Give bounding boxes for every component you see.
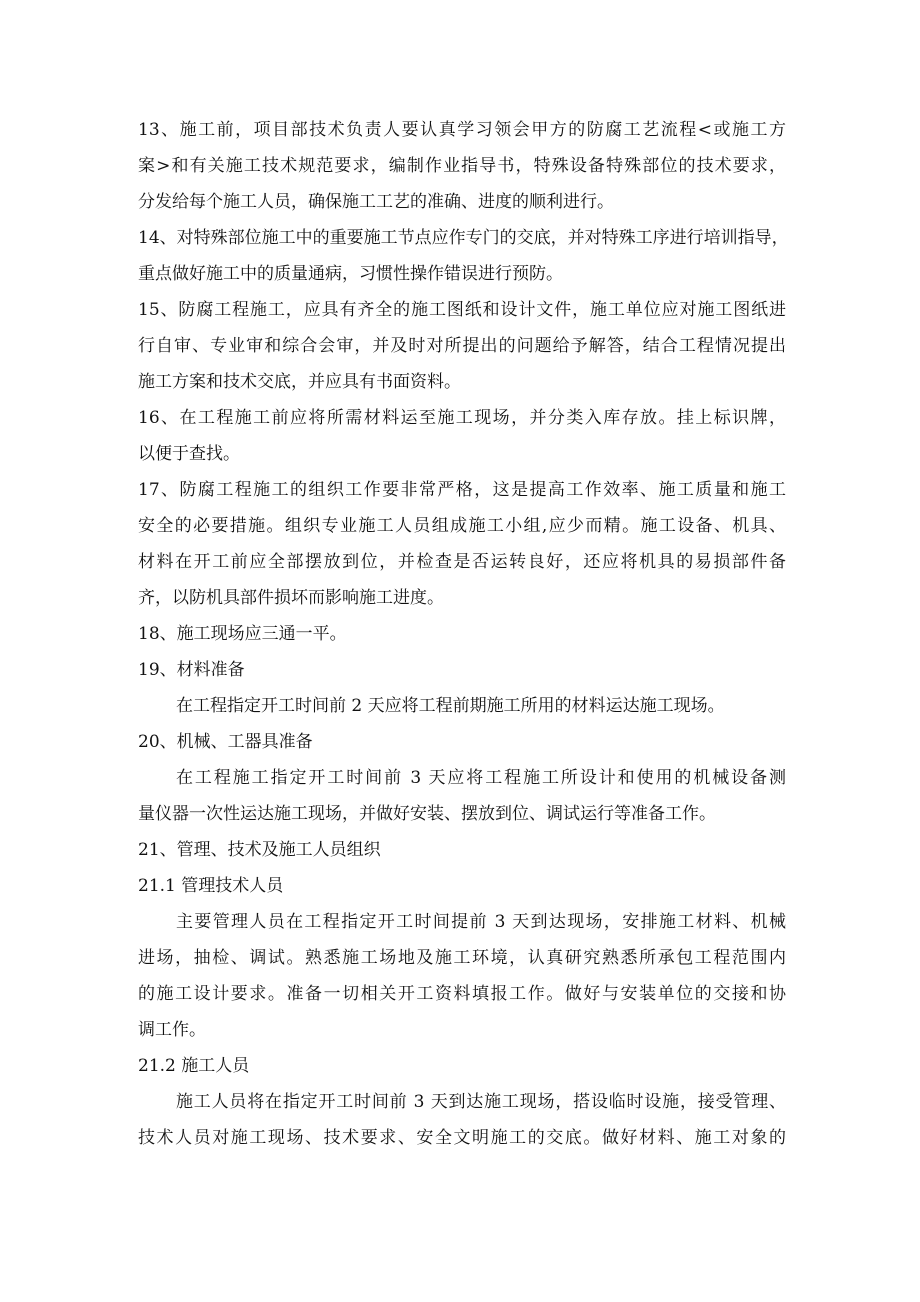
section-heading: 19、材料准备	[138, 660, 245, 680]
text-line: 13、施工前，项目部技术负责人要认真学习领会甲方的防腐工艺流程<或施工方	[138, 120, 786, 140]
section-heading: 18、施工现场应三通一平。	[138, 624, 347, 644]
subsection-heading: 21.1 管理技术人员	[138, 876, 284, 896]
text-line: 技术人员对施工现场、技术要求、安全文明施工的交底。做好材料、施工对象的	[138, 1128, 786, 1148]
text-line: 在工程指定开工时间前 2 天应将工程前期施工所用的材料运达施工现场。	[176, 696, 725, 716]
text-line: 调工作。	[138, 1020, 206, 1040]
section-heading: 21、管理、技术及施工人员组织	[138, 840, 381, 860]
text-line: 材料在开工前应全部摆放到位，并检查是否运转良好，还应将机具的易损部件备	[138, 552, 786, 572]
text-line: 重点做好施工中的质量通病，习惯性操作错误进行预防。	[138, 264, 563, 284]
text-line: 施工方案和技术交底，并应具有书面资料。	[138, 372, 461, 392]
text-line: 安全的必要措施。组织专业施工人员组成施工小组,应少而精。施工设备、机具、	[138, 516, 786, 536]
text-line: 17、防腐工程施工的组织工作要非常严格，这是提高工作效率、施工质量和施工	[138, 480, 786, 500]
text-line: 施工人员将在指定开工时间前 3 天到达施工现场，搭设临时设施，接受管理、	[176, 1092, 786, 1112]
document-body	[138, 112, 789, 1156]
text-line: 进场，抽检、调试。熟悉施工场地及施工环境，认真研究熟悉所承包工程范围内	[138, 948, 786, 968]
text-line: 案>和有关施工技术规范要求，编制作业指导书，特殊设备特殊部位的技术要求，	[138, 156, 786, 176]
text-line: 在工程施工指定开工时间前 3 天应将工程施工所设计和使用的机械设备测	[176, 768, 786, 788]
text-line: 主要管理人员在工程指定开工时间提前 3 天到达现场，安排施工材料、机械	[176, 912, 786, 932]
text-line: 16、在工程施工前应将所需材料运至施工现场，并分类入库存放。挂上标识牌，	[138, 408, 786, 428]
subsection-heading: 21.2 施工人员	[138, 1056, 250, 1076]
text-line: 15、防腐工程施工，应具有齐全的施工图纸和设计文件，施工单位应对施工图纸进	[138, 300, 786, 320]
text-line: 量仪器一次性运达施工现场，并做好安装、摆放到位、调试运行等准备工作。	[138, 804, 716, 824]
text-line: 行自审、专业审和综合会审，并及时对所提出的问题给予解答，结合工程情况提出	[138, 336, 786, 356]
text-line: 齐，以防机具部件损坏而影响施工进度。	[138, 588, 444, 608]
text-line: 分发给每个施工人员，确保施工工艺的准确、进度的顺利进行。	[138, 192, 614, 212]
text-line: 14、对特殊部位施工中的重要施工节点应作专门的交底，并对特殊工序进行培训指导，	[138, 228, 789, 248]
section-heading: 20、机械、工器具准备	[138, 732, 313, 752]
text-line: 以便于查找。	[138, 444, 240, 464]
text-line: 的施工设计要求。准备一切相关开工资料填报工作。做好与安装单位的交接和协	[138, 984, 786, 1004]
